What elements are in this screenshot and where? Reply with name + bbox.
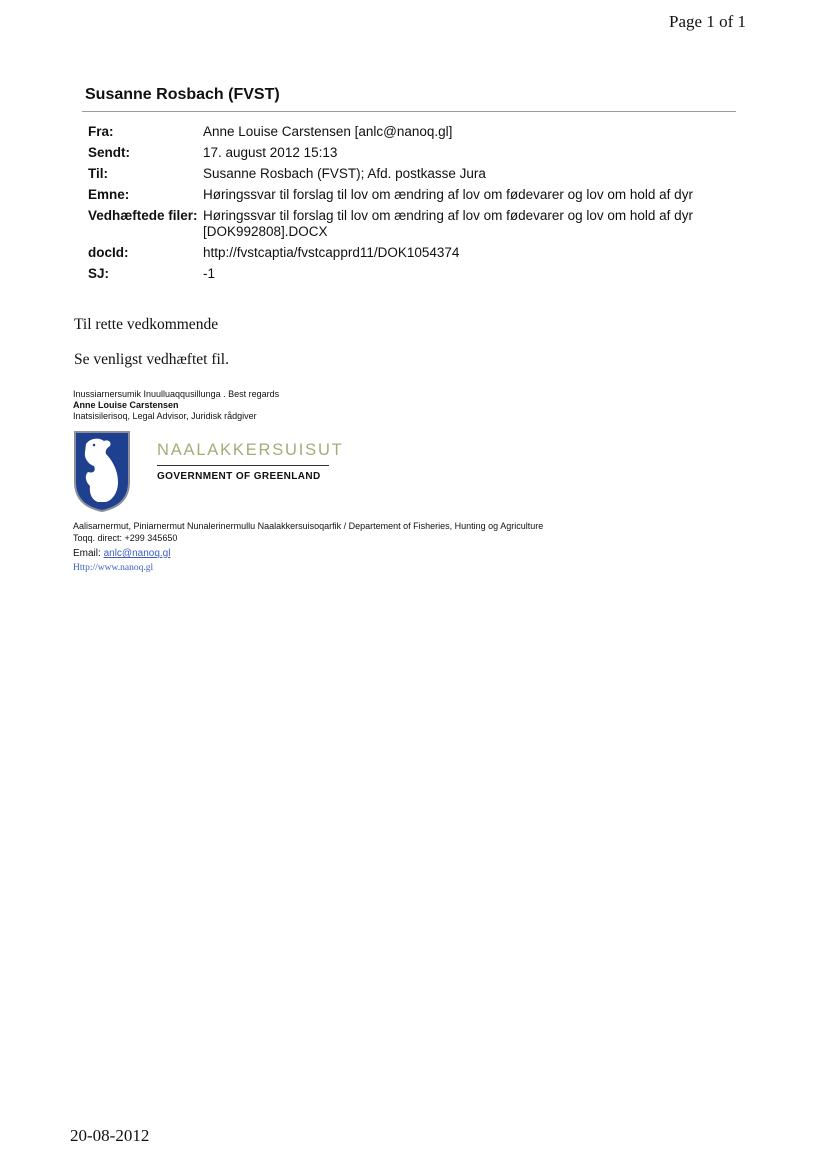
header-row-from	[88, 124, 723, 145]
signature-email-line	[73, 549, 170, 560]
header-label: Emne:	[88, 187, 130, 202]
brand-subtitle: GOVERNMENT OF GREENLAND	[157, 471, 321, 482]
header-row-sj	[88, 266, 723, 287]
header-divider	[82, 111, 736, 112]
header-value: Høringssvar til forslag til lov om ændring af lov om fødevarer og lov om hold af dyr [DOK992808].DOCX	[203, 208, 693, 239]
email-header-table	[88, 124, 723, 287]
header-label: Vedhæftede filer:	[88, 208, 198, 223]
footer-date: 20-08-2012	[70, 1126, 150, 1145]
sender-title: Susanne Rosbach (FVST)	[85, 86, 280, 103]
header-value: 17. august 2012 15:13	[203, 145, 338, 160]
signature-phone: Toqq. direct: +299 345650	[73, 533, 178, 543]
signature-name: Anne Louise Carstensen	[73, 400, 179, 410]
email-label: Email:	[73, 548, 101, 559]
header-label: Sendt:	[88, 145, 130, 160]
website-link[interactable]: Http://www.nanoq.gl	[73, 563, 154, 573]
body-message: Se venligst vedhæftet fil.	[74, 351, 229, 368]
signature-role: Inatsisilerisoq, Legal Advisor, Juridisk rådgiver	[73, 411, 257, 421]
header-row-to	[88, 166, 723, 187]
signature-regards: Inussiarnersumik Inuulluaqqusillunga . Best regards	[73, 389, 280, 399]
header-row-subject	[88, 187, 723, 208]
brand-divider	[157, 465, 329, 466]
header-value: Susanne Rosbach (FVST); Afd. postkasse Jura	[203, 166, 486, 181]
header-label: SJ:	[88, 266, 110, 281]
body-greeting: Til rette vedkommende	[74, 316, 219, 333]
header-label: Til:	[88, 166, 108, 181]
header-row-docid	[88, 245, 723, 266]
brand-name: NAALAKKERSUISUT	[157, 441, 344, 459]
header-value: Høringssvar til forslag til lov om ændring af lov om fødevarer og lov om hold af dyr	[203, 187, 693, 202]
header-label: Fra:	[88, 124, 114, 139]
page-number: Page 1 of 1	[669, 12, 746, 31]
email-link[interactable]: anlc@nanoq.gl	[103, 548, 171, 559]
signature-department: Aalisarnermut, Piniarnermut Nunalerinermullu Naalakkersuisoqarfik / Departement of Fisheries, Hunting og Agriculture	[73, 521, 544, 531]
header-row-sent	[88, 145, 723, 166]
header-row-attachments	[88, 208, 723, 245]
header-value: Anne Louise Carstensen [anlc@nanoq.gl]	[203, 124, 453, 139]
header-label: docId:	[88, 245, 129, 260]
header-value: http://fvstcaptia/fvstcapprd11/DOK1054374	[203, 245, 460, 260]
header-value: -1	[203, 266, 216, 281]
polar-bear-shield-icon	[72, 430, 132, 512]
